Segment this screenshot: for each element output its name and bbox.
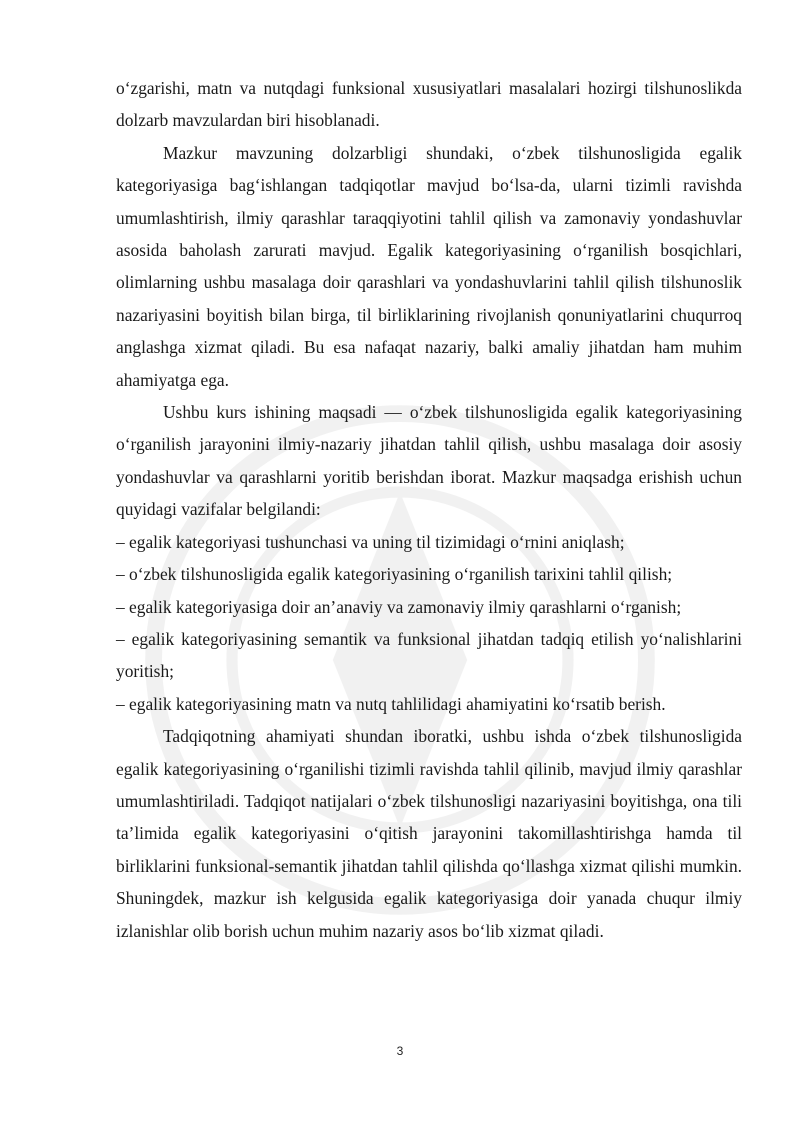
body-text [116, 72, 742, 947]
paragraph-continuation: o‘zgarishi, matn va nutqdagi funksional xususiyatlari masalalari hozirgi tilshunoslikda dolzarb mavzulardan biri hisoblanadi. [116, 78, 742, 131]
paragraph-aim: Ushbu kurs ishining maqsadi — o‘zbek tilshunosligida egalik kategoriyasining o‘rganilish jarayonini ilmiy-nazariy jihatdan tahlil qilish, ushbu masalaga doir asosiy yondashuvlar va qarashlarni yoritib berishdan iborat. Mazkur maqsadga erishish uchun quyidagi vazifalar belgilandi: [116, 402, 742, 520]
paragraph-relevance: Mazkur mavzuning dolzarbligi shundaki, o‘zbek tilshunosligida egalik kategoriyasiga bag‘ishlangan tadqiqotlar mavjud bo‘lsa-da, ularni tizimli ravishda umumlashtirish, ilmiy qarashlar taraqqiyotini tahlil qilish va zamonaviy yondashuvlar asosida baholash zarurati mavjud. Egalik kategoriyasining o‘rganilish bosqichlari, olimlarning ushbu masalaga doir qarashlari va yondashuvlarini tahlil qilish tilshunoslik nazariyasini boyitish bilan birga, til birliklarining rivojlanish qonuniyatlarini chuqurroq anglashga xizmat qiladi. Bu esa nafaqat nazariy, balki amaliy jihatdan ham muhim ahamiyatga ega. [116, 142, 742, 390]
page-number: 3 [396, 1044, 404, 1058]
task-list-item: – o‘zbek tilshunosligida egalik kategoriyasining o‘rganilish tarixini tahlil qilish; [116, 564, 673, 585]
task-list-item: – egalik kategoriyasi tushunchasi va uning til tizimidagi o‘rnini aniqlash; [116, 531, 625, 552]
task-list-item: – egalik kategoriyasining matn va nutq tahlilidagi ahamiyatini ko‘rsatib berish. [116, 693, 666, 714]
paragraph-significance: Tadqiqotning ahamiyati shundan iboratki, ushbu ishda o‘zbek tilshunosligida egalik kategoriyasining o‘rganilishi tizimli ravishda tahlil qilinib, mavjud ilmiy qarashlar umumlashtiriladi. Tadqiqot natijalari o‘zbek tilshunosligi nazariyasini boyitishga, ona tili ta’limida egalik kategoriyasini o‘qitish jarayonini takomillashtirishga hamda til birliklarini funksional-semantik jihatdan tahlil qilishda qo‘llashga xizmat qilishi mumkin. Shuningdek, mazkur ish kelgusida egalik kategoriyasiga doir yanada chuqur ilmiy izlanishlar olib borish uchun muhim nazariy asos bo‘lib xizmat qiladi. [116, 726, 742, 941]
task-list-item: – egalik kategoriyasiga doir an’anaviy va zamonaviy ilmiy qarashlarni o‘rganish; [116, 596, 682, 617]
task-list-item: – egalik kategoriyasining semantik va funksional jihatdan tadqiq etilish yo‘nalishlarini yoritish; [116, 628, 742, 682]
